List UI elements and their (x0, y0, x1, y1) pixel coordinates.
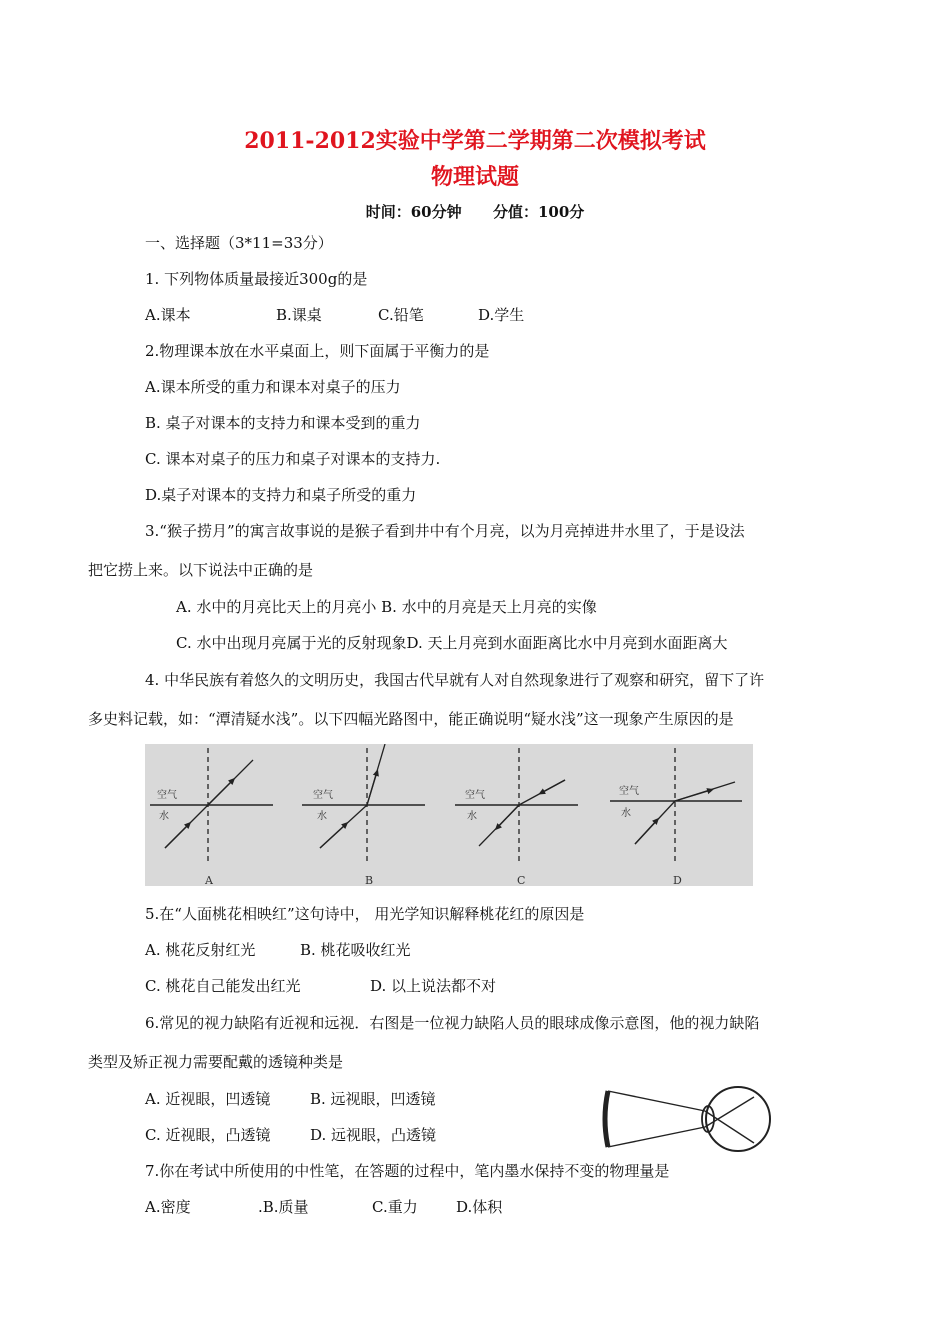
lens-shape (605, 1091, 608, 1147)
q7-option-b: .B.质量 (258, 1198, 309, 1216)
q3-stem-line2: 把它捞上来。以下说法中正确的是 (88, 561, 314, 579)
q3-options-cd: C. 水中出现月亮属于光的反射现象D. 天上月亮到水面距离比水中月亮到水面距离大 (176, 634, 728, 652)
exam-title: 2011-2012实验中学第二学期第二次模拟考试 (244, 128, 706, 154)
q1-option-a: A.课本 (145, 306, 191, 324)
q7-stem: 7.你在考试中所使用的中性笔，在答题的过程中，笔内墨水保持不变的物理量是 (145, 1162, 670, 1180)
q5-option-c: C. 桃花自己能发出红光 (145, 977, 301, 995)
q7-option-c: C.重力 (372, 1198, 418, 1216)
section-heading: 一、选择题（3*11=33分） (145, 234, 333, 252)
diagram-label-b: B (365, 874, 374, 886)
q1-option-b: B.课桌 (276, 306, 322, 324)
water-label-d: 水 (621, 808, 631, 819)
air-label-a: 空气 (157, 790, 177, 801)
q6-option-b: B. 远视眼，凹透镜 (310, 1090, 436, 1108)
q6-option-c: C. 近视眼，凸透镜 (145, 1126, 271, 1144)
q3-options-ab: A. 水中的月亮比天上的月亮小 B. 水中的月亮是天上月亮的实像 (176, 598, 597, 616)
q2-option-a: A.课本所受的重力和课本对桌子的压力 (145, 378, 401, 396)
eyeball-shape (706, 1087, 770, 1151)
exam-subtitle: 物理试题 (430, 164, 519, 190)
q2-stem: 2.物理课本放在水平桌面上，则下面属于平衡力的是 (145, 342, 490, 360)
exam-score: 分值：100分 (492, 203, 585, 221)
q6-option-a: A. 近视眼，凹透镜 (145, 1090, 271, 1108)
eye-diagram (598, 1075, 773, 1163)
water-label-c: 水 (467, 811, 477, 822)
q1-stem: 1. 下列物体质量最接近300g的是 (145, 270, 368, 288)
water-label-b: 水 (317, 811, 327, 822)
air-label-d: 空气 (619, 786, 639, 797)
eye-diagram-svg (598, 1075, 773, 1163)
q7-option-a: A.密度 (145, 1198, 191, 1216)
q2-option-b: B. 桌子对课本的支持力和课本受到的重力 (145, 414, 421, 432)
diagram-label-a: A (205, 874, 213, 886)
q6-option-d: D. 远视眼，凸透镜 (310, 1126, 437, 1144)
exam-meta (0, 201, 950, 222)
q5-option-b: B. 桃花吸收红光 (300, 941, 411, 959)
air-label-b: 空气 (313, 790, 333, 801)
diagram-label-d: D (673, 874, 682, 886)
q5-option-a: A. 桃花反射红光 (145, 941, 256, 959)
diagram-label-c: C (517, 874, 526, 886)
q4-stem-line1: 4. 中华民族有着悠久的文明历史，我国古代早就有人对自然现象进行了观察和研究，留下了许 (145, 671, 765, 689)
q4-stem-line2: 多史料记载，如：“潭清疑水浅”。以下四幅光路图中，能正确说明“疑水浅”这一现象产生原因的是 (88, 710, 734, 728)
q3-stem-line1: 3.“猴子捞月”的寓言故事说的是猴子看到井中有个月亮，以为月亮掉进井水里了，于是设法 (145, 522, 745, 540)
q1-option-d: D.学生 (478, 306, 525, 324)
q5-option-d: D. 以上说法都不对 (370, 977, 497, 995)
q6-stem-line1: 6.常见的视力缺陷有近视和远视．右图是一位视力缺陷人员的眼球成像示意图，他的视力缺陷 (145, 1014, 760, 1032)
q1-option-c: C.铅笔 (378, 306, 424, 324)
q7-option-d: D.体积 (456, 1198, 503, 1216)
q2-option-c: C. 课本对桌子的压力和桌子对课本的支持力. (145, 450, 441, 468)
q6-stem-line2: 类型及矫正视力需要配戴的透镜种类是 (88, 1053, 344, 1071)
water-label-a: 水 (159, 811, 169, 822)
light-path-svg (145, 744, 753, 886)
q5-stem: 5.在“人面桃花相映红”这句诗中， 用光学知识解释桃花红的原因是 (145, 905, 585, 923)
light-path-diagrams (145, 744, 753, 886)
exam-time: 时间：60分钟 (365, 203, 462, 221)
air-label-c: 空气 (465, 790, 485, 801)
q2-option-d: D.桌子对课本的支持力和桌子所受的重力 (145, 486, 417, 504)
